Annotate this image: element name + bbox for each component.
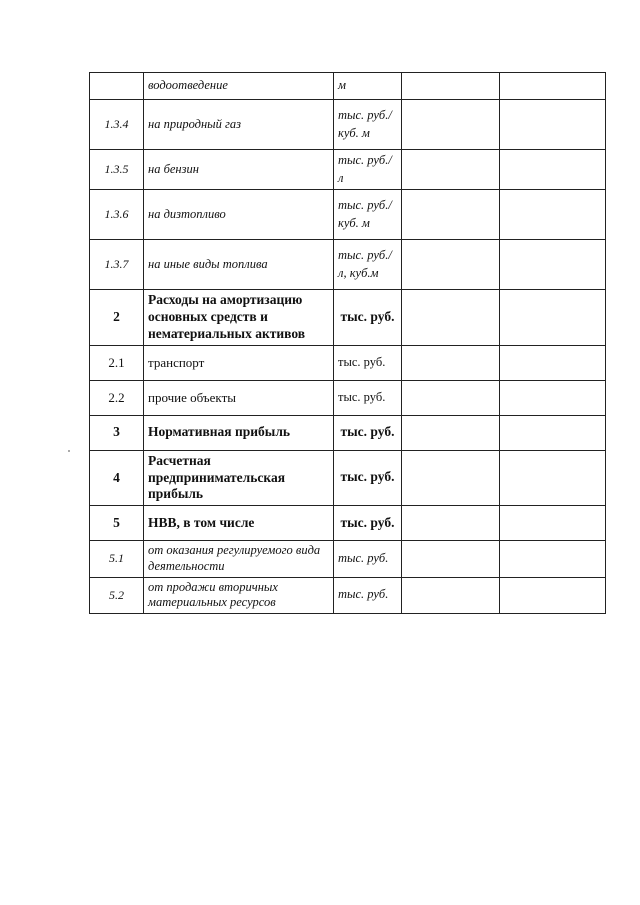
value-cell <box>402 100 500 150</box>
row-number: 3 <box>90 415 144 450</box>
row-number: 2.2 <box>90 380 144 415</box>
row-name: прочие объекты <box>144 380 334 415</box>
value-cell <box>402 450 500 506</box>
value-cell <box>402 506 500 541</box>
value-cell <box>500 577 606 613</box>
table-row <box>90 290 606 346</box>
table-row <box>90 380 606 415</box>
value-cell <box>402 73 500 100</box>
value-cell <box>402 577 500 613</box>
value-cell <box>402 290 500 346</box>
value-cell <box>500 345 606 380</box>
table-row <box>90 415 606 450</box>
table-row <box>90 150 606 190</box>
cost-table <box>89 72 606 614</box>
scan-speck <box>68 450 70 452</box>
table-row <box>90 541 606 577</box>
row-name: на иные виды топлива <box>144 240 334 290</box>
table-row <box>90 73 606 100</box>
row-name: Нормативная прибыль <box>144 415 334 450</box>
row-unit: м <box>334 73 402 100</box>
table-row <box>90 240 606 290</box>
row-name: на бензин <box>144 150 334 190</box>
row-unit: тыс. руб. <box>334 380 402 415</box>
row-name: Расходы на амортизацию основных средств и нематериальных активов <box>144 290 334 346</box>
row-unit: тыс. руб. <box>334 345 402 380</box>
value-cell <box>402 541 500 577</box>
value-cell <box>402 150 500 190</box>
row-unit: тыс. руб. <box>334 541 402 577</box>
table-row <box>90 450 606 506</box>
value-cell <box>402 240 500 290</box>
value-cell <box>500 450 606 506</box>
row-number: 5.2 <box>90 577 144 613</box>
value-cell <box>402 345 500 380</box>
row-unit: тыс. руб. <box>334 290 402 346</box>
row-unit: тыс. руб. <box>334 450 402 506</box>
row-number: 1.3.4 <box>90 100 144 150</box>
row-name: транспорт <box>144 345 334 380</box>
row-name: водоотведение <box>144 73 334 100</box>
cost-table-body <box>90 73 606 614</box>
table-row <box>90 345 606 380</box>
row-name: Расчетная предпринимательская прибыль <box>144 450 334 506</box>
value-cell <box>500 541 606 577</box>
row-number: 1.3.5 <box>90 150 144 190</box>
value-cell <box>500 506 606 541</box>
table-row <box>90 577 606 613</box>
value-cell <box>500 290 606 346</box>
row-unit: тыс. руб. <box>334 506 402 541</box>
value-cell <box>500 380 606 415</box>
value-cell <box>500 190 606 240</box>
row-name: на дизтопливо <box>144 190 334 240</box>
value-cell <box>500 240 606 290</box>
value-cell <box>500 100 606 150</box>
row-name: НВВ, в том числе <box>144 506 334 541</box>
row-number: 4 <box>90 450 144 506</box>
value-cell <box>500 73 606 100</box>
table-row <box>90 100 606 150</box>
row-number: 1.3.7 <box>90 240 144 290</box>
row-unit: тыс. руб./л <box>334 150 402 190</box>
value-cell <box>402 380 500 415</box>
row-number: 1.3.6 <box>90 190 144 240</box>
table-row <box>90 190 606 240</box>
row-unit: тыс. руб./куб. м <box>334 190 402 240</box>
value-cell <box>402 190 500 240</box>
value-cell <box>500 150 606 190</box>
row-number <box>90 73 144 100</box>
row-name: на природный газ <box>144 100 334 150</box>
row-unit: тыс. руб. <box>334 415 402 450</box>
table-row <box>90 506 606 541</box>
row-number: 5 <box>90 506 144 541</box>
row-unit: тыс. руб. <box>334 577 402 613</box>
row-number: 2 <box>90 290 144 346</box>
row-unit: тыс. руб./куб. м <box>334 100 402 150</box>
value-cell <box>402 415 500 450</box>
row-name: от продажи вторичных материальных ресурсов <box>144 577 334 613</box>
row-unit: тыс. руб./л, куб.м <box>334 240 402 290</box>
value-cell <box>500 415 606 450</box>
row-number: 5.1 <box>90 541 144 577</box>
row-name: от оказания регулируемого вида деятельности <box>144 541 334 577</box>
row-number: 2.1 <box>90 345 144 380</box>
